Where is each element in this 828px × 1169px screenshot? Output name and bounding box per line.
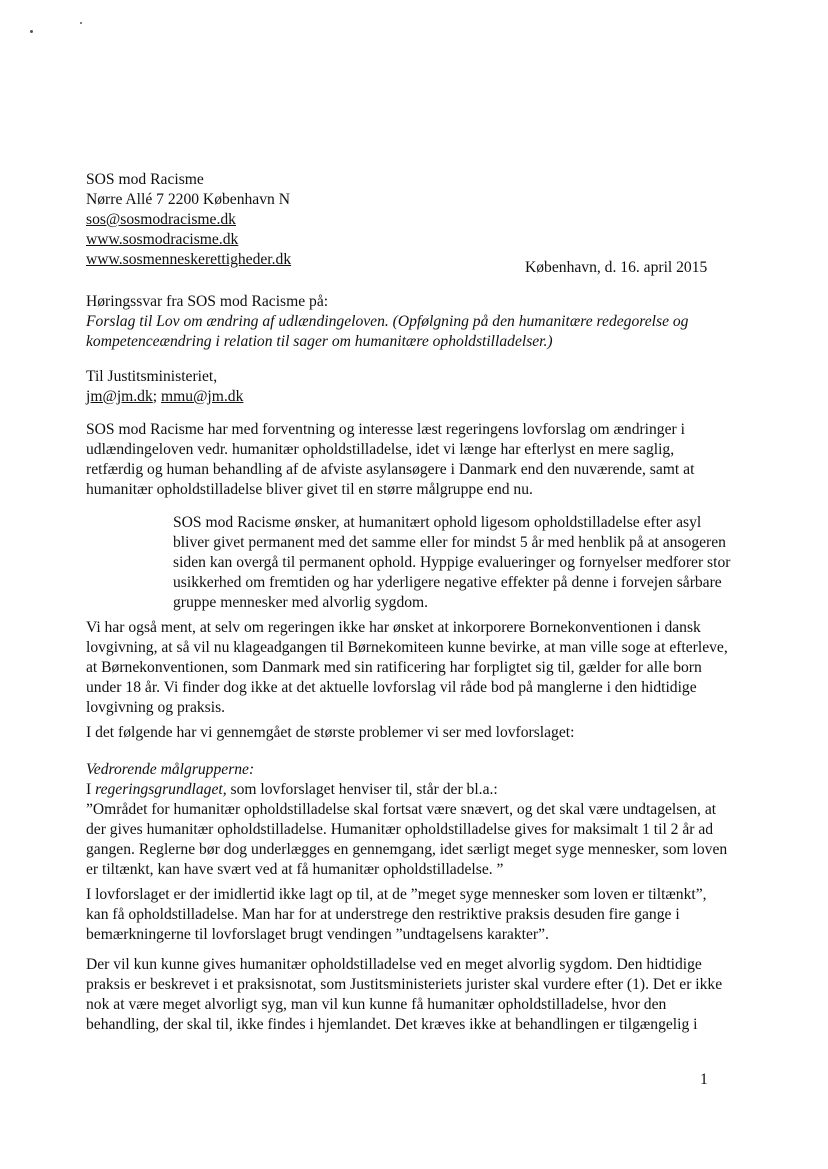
body-paragraph-1: SOS mod Racisme har med forventning og interesse læst regeringens lovforslag om ændringer i udlændingeloven vedr. humanitær opholdstilladelse, idet vi længe har efterlyst en mere saglig, retfærdig og human behandling af de afviste asylansøgere i Danmark end den nuværende, samt at humanitær opholdstilladelse bliver givet til en større målgruppe end nu. <box>86 421 695 498</box>
p4-prefix: I <box>86 781 96 798</box>
body-paragraph-3: I det følgende har vi gennemgået de største problemer vi ser med lovforslaget: <box>86 724 575 741</box>
subject-intro: Høringssvar fra SOS mod Racisme på: <box>86 293 329 310</box>
recipient-label: Til Justitsministeriet, <box>86 368 218 385</box>
sender-address: Nørre Allé 7 2200 København N <box>86 191 290 208</box>
p4-suffix: som lovforslaget henviser til, står der bl.a.: <box>226 781 498 798</box>
recipient-separator: ; <box>152 388 162 405</box>
body-paragraph-4-quote: ”Området for humanitær opholdstilladelse skal fortsat være snævert, og det skal være undtagelsen, at der gives humanitær opholdstilladelse. Humanitær opholdstilladelse gives for maksimalt 1 til 2 år ad gangen. Reglerne bør dog underlægges en gennemgang, idet særligt meget syge mennesker, som loven er tiltænkt, kan have svært ved at få humanitær opholdstilladelse. ” <box>86 801 728 878</box>
body-quote: SOS mod Racisme ønsker, at humanitært ophold ligesom opholdstilladelse efter asyl bliver givet permanent med det samme eller for mindst 5 år med henblik på at ansogeren siden kan overgå til permanent ophold. Hyppige evalueringer og fornyelser medforer stor usikkerhed om fremtiden og har yderligere negative effekter på denne i forvejen sårbare gruppe mennesker med alvorlig sygdom. <box>173 514 731 611</box>
letter-date: København, d. 16. april 2015 <box>525 259 708 276</box>
sender-org: SOS mod Racisme <box>86 171 204 188</box>
sender-email-link[interactable]: sos@sosmodracisme.dk <box>86 211 236 228</box>
scan-speck <box>80 22 82 24</box>
subject-title: Forslag til Lov om ændring af udlændingeloven. (Opfølgning på den humanitære redegorelse og kompetenceændring i relation til sager om humanitære opholdstilladelser.) <box>86 313 689 350</box>
recipient-email-link-2[interactable]: mmu@jm.dk <box>161 388 244 405</box>
recipient-block <box>86 367 243 407</box>
scan-speck <box>30 30 33 33</box>
body-paragraph-6: Der vil kun kunne gives humanitær opholdstilladelse ved en meget alvorlig sygdom. Den hidtidige praksis er beskrevet i et praksisnotat, som Justitsministeriets jurister skal vurdere efter (1). Det er ikke nok at være meget alvorligt syg, man vil kun kunne få humanitær opholdstilladelse, hvor den behandling, der skal til, ikke findes i hjemlandet. Det kræves ikke at behandlingen er tilgængelig i <box>86 956 723 1033</box>
body-paragraph-5: I lovforslaget er der imidlertid ikke lagt op til, at de ”meget syge mennesker som loven er tiltænkt”, kan få opholdstilladelse. Man har for at understrege den restriktive praksis desuden fire gange i bemærkningerne til lovforslaget brugt vendingen ”undtagelsens karakter”. <box>86 886 707 943</box>
subject-block <box>86 292 736 352</box>
sender-website2-link[interactable]: www.sosmenneskerettigheder.dk <box>86 251 292 268</box>
sender-website-link[interactable]: www.sosmodracisme.dk <box>86 231 239 248</box>
recipient-email-link-1[interactable]: jm@jm.dk <box>86 388 153 405</box>
body-paragraph-2: Vi har også ment, at selv om regeringen ikke har ønsket at inkorporere Bornekonventionen i dansk lovgivning, at så vil nu klageadgangen til Børnekomiteen kunne bevirke, at man ville soge at efterleve, at Børnekonventionen, som Danmark med sin ratificering har forpligtet sig til, gælder for alle born under 18 år. Vi finder dog ikke at det aktuelle lovforslag vil råde bod på manglerne i den hidtidige lovgivning og praksis. <box>86 619 728 716</box>
body-paragraph-4-intro <box>86 780 728 800</box>
section-heading: Vedrorende målgrupperne: <box>86 761 255 778</box>
page-number: 1 <box>700 1071 708 1088</box>
p4-italic-term: regeringsgrundlaget, <box>95 781 227 798</box>
sender-block <box>86 170 291 270</box>
